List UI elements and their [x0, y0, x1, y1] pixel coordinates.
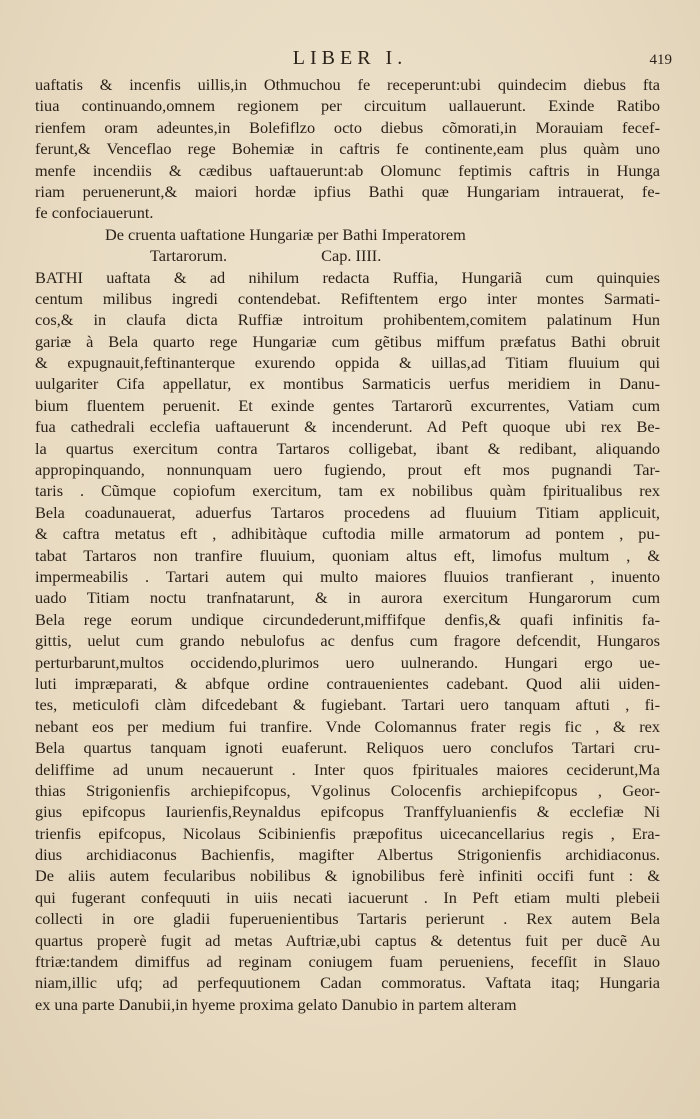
text-line: fe confociauerunt. [35, 203, 154, 223]
text-line: gius epifcopus Iaurienfis,Reynaldus epifcopus Tranffyluanienfis & ecclefiæ Ni [35, 802, 660, 822]
page-number: 419 [649, 52, 672, 68]
chapter-body [35, 267, 660, 1016]
text-line: riam peruenerunt,& maiori hordæ ipfius Bathi quæ Hungariam intrauerat, fe- [35, 181, 660, 201]
text-line: bium fluentem peruenit. Et exinde gentes Tartarorũ excurrentes, Vatiam cum [35, 395, 660, 415]
text-line: Bela rege eorum undique circundederunt,miffifque denfis,& quafi infinitis fa- [35, 609, 660, 629]
text-line: gittis, uelut cum grando nebulofus ac denfus cum fragore defcendit, Hungaros [35, 631, 660, 651]
text-line: & expugnauit,feftinanterque exurendo oppida & uillas,ad Titiam fluuium qui [35, 353, 660, 373]
text-line: quartus properè fugit ad metas Auftriæ,ubi captus & detentus fuit per ducẽ Au [35, 930, 660, 950]
text-line: Bela coadunauerat, aduerfus Tartaros procedens ad fluuium Titiam applicuit, [35, 502, 660, 522]
text-line: appropinquando, nonnunquam uero fugiendo, prout eft mos pugnandi Tar- [35, 460, 660, 480]
text-line: deliffime ad unum necauerunt . Inter quos fpirituales maiores ceciderunt,Ma [35, 759, 660, 779]
text-line: taris . Cũmque copiofum exercitum, tam ex nobilibus quàm fpiritualibus rex [35, 481, 660, 501]
text-line: niam,illic ufq; ad perfequutionem Cadan commoratus. Vaftata itaq; Hungaria [35, 973, 660, 993]
text-line: uaftatis & incenfis uillis,in Othmuchou fe receperunt:ubi quindecim diebus fta [35, 75, 660, 94]
text-line: ftriæ:tandem dimiffus ad reginam coniugem fuam perueniens, fecefſit in Slauo [35, 952, 660, 972]
text-line: perturbarunt,multos occidendo,plurimos uero uulnerando. Hungari ergo ue- [35, 652, 660, 672]
chapter-heading-2 [35, 245, 660, 266]
text-line: thias Strigonienfis archiepifcopus, Vgolinus Colocenfis archiepifcopus , Geor- [35, 780, 660, 800]
text-line: BATHI uaftata & ad nihilum redacta Ruffia, Hungariã cum quinquies [35, 267, 660, 287]
text-line: luti impræparati, & abfque ordine contrauenientes cadebant. Quod alii uiden- [35, 673, 660, 693]
text-line: qui fugerant confequuti in uiis necati iacuerunt . In Peft etiam multi plebeii [35, 887, 660, 907]
text-line: tes, meticulofi clàm difcedebant & fugiebant. Tartari uero tanquam aftuti , fi- [35, 695, 660, 715]
chapter-number: Cap. IIII. [321, 246, 382, 266]
text-line: uado Titiam noctu tranfnatarunt, & in aurora exercitum Hungarorum cum [35, 588, 660, 608]
text-line: trienfis epifcopus, Nicolaus Scibinienfis præpofitus uicecancellarius regis , Era- [35, 823, 660, 843]
text-line: De aliis autem fecularibus nobilibus & ignobilibus ferè infiniti occifi funt : & [35, 866, 660, 886]
chapter-heading: De cruenta uaftatione Hungariæ per Bathi Imperatorem [105, 224, 466, 244]
text-line: & caftra metatus eft , adhibitàque cuftodia mille armatorum ad pontem , pu- [35, 524, 660, 544]
text-line: la quartus exercitum contra Tartaros colligebat, ibant & redibant, aliquando [35, 438, 660, 458]
text-line: nebant eos per medium fui tranfire. Vnde Colomannus frater regis fic , & rex [35, 716, 660, 736]
text-line: ex una parte Danubii,in hyeme proxima gelato Danubio in partem alteram [35, 994, 517, 1014]
text-line: Bela quartus tanquam ignoti euaferunt. Reliquos uero conclufos Tartari cru- [35, 738, 660, 758]
text-line: fua cathedrali ecclefia uaftauerunt & incenderunt. Ad Peft quoque ubi rex Be- [35, 417, 660, 437]
text-line: tiua continuando,omnem regionem per circuitum uallauerunt. Exinde Ratibo [35, 96, 660, 116]
text-line: menfe incendiis & cædibus uaftauerunt:ab Olomunc feptimis caftris in Hunga [35, 160, 660, 180]
text-line: rienfem oram adeuntes,in Bolefiflzo octo diebus cõmorati,in Morauiam fecef- [35, 117, 660, 137]
text-line: impermeabilis . Tartari autem qui multo maiores fluuios tranfierant , inuento [35, 566, 660, 586]
text-line: centum milibus ingredi contendebat. Refiftentem ergo inter montes Sarmati- [35, 288, 660, 308]
text-line: tabat Tartaros non tranfire fluuium, quoniam altus eft, limofus multum , & [35, 545, 660, 565]
text-line: ferunt,& Venceflao rege Bohemiæ in caftris fe continente,eam plus quàm uno [35, 139, 660, 159]
main-text [35, 74, 660, 1015]
text-line: collecti in ore gladii fuperuenientibus Tartaris perierunt . Rex autem Bela [35, 909, 660, 929]
text-line: uulgariter Cifa appellatur, ex montibus Sarmaticis uerfus meridiem in Danu- [35, 374, 660, 394]
text-line: cos,& in claufa dicta Ruffiæ introitum prohibentem,comitem palatinum Hun [35, 310, 660, 330]
text-line: dius archidiaconus Bachienfis, magifter Albertus Strigonienfis archidiaconus. [35, 845, 660, 865]
running-header: LIBER I. [292, 47, 408, 69]
text-line: gariæ à Bela quarto rege Hungariæ cum gẽtibus miffum præfatus Bathi obruit [35, 331, 660, 351]
chapter-heading-subject: Tartarorum. [150, 246, 228, 266]
